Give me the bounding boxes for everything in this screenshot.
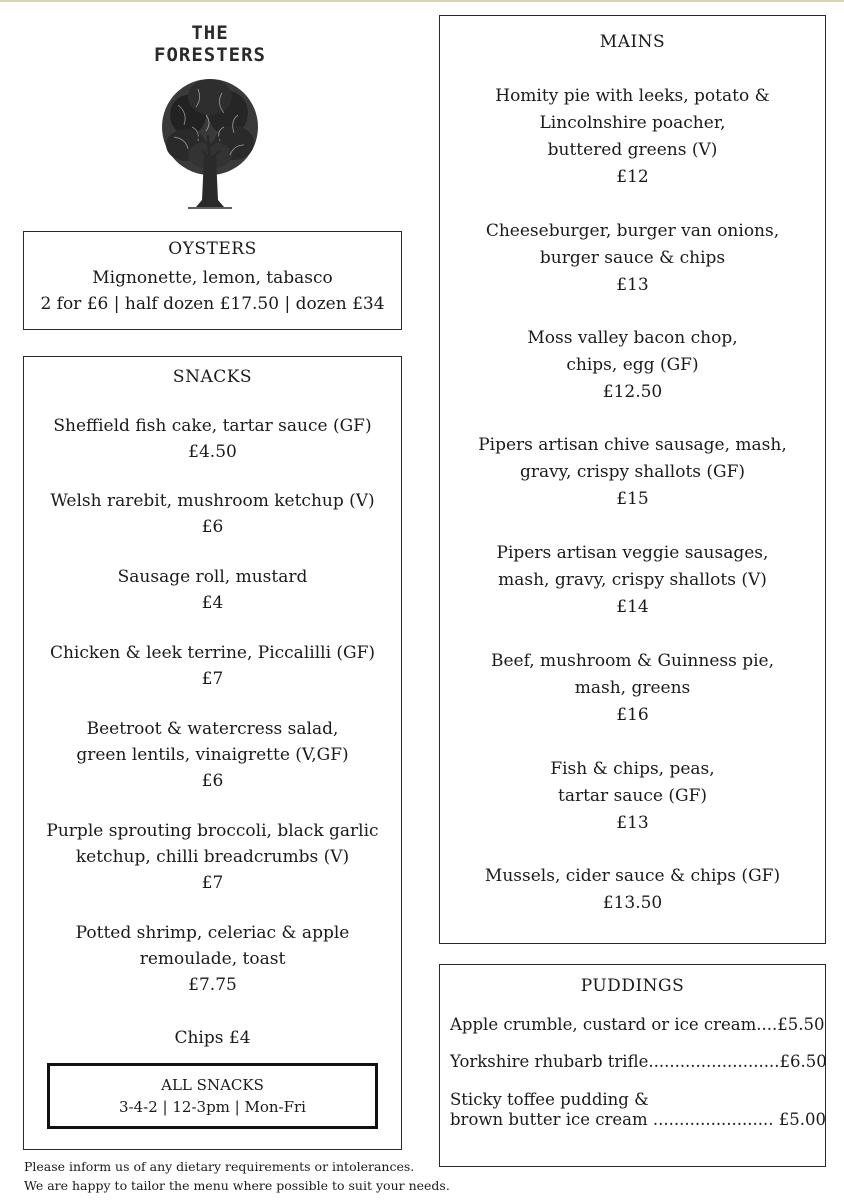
mains-item-price: £16 bbox=[616, 705, 649, 725]
snacks-item bbox=[24, 818, 401, 896]
mains-item bbox=[440, 218, 825, 299]
mains-item-price: £15 bbox=[616, 489, 649, 509]
mains-item-name: burger sauce & chips bbox=[539, 248, 726, 268]
oysters-section bbox=[23, 231, 402, 330]
brand-logo-text bbox=[130, 22, 290, 66]
mains-item-name: buttered greens (V) bbox=[547, 140, 718, 160]
pudding-apple-crumble: Apple crumble, custard or ice cream....£5.50 bbox=[450, 1015, 825, 1034]
mains-item-name: Cheeseburger, burger van onions, bbox=[485, 221, 780, 241]
mains-item bbox=[440, 432, 825, 513]
chips-item: Chips £4 bbox=[174, 1028, 251, 1048]
snacks-section bbox=[23, 356, 402, 1150]
puddings-section bbox=[439, 964, 826, 1167]
mains-item-name: Pipers artisan veggie sausages, bbox=[496, 543, 769, 563]
snacks-item bbox=[24, 920, 401, 998]
oysters-title: OYSTERS bbox=[168, 239, 257, 259]
snacks-item bbox=[24, 564, 401, 616]
mains-item bbox=[440, 756, 825, 837]
snacks-item-name: remoulade, toast bbox=[139, 949, 286, 969]
mains-item-name: Fish & chips, peas, bbox=[550, 759, 715, 779]
mains-item-price: £13 bbox=[616, 275, 649, 295]
snacks-item-price: £7.75 bbox=[188, 975, 237, 995]
puddings-title: PUDDINGS bbox=[580, 976, 685, 996]
mains-item-name: gravy, crispy shallots (GF) bbox=[519, 462, 746, 482]
snacks-item-name: Sheffield fish cake, tartar sauce (GF) bbox=[53, 416, 372, 436]
mains-item-name: mash, gravy, crispy shallots (V) bbox=[498, 570, 767, 590]
mains-item-price: £12 bbox=[616, 167, 649, 187]
all-snacks-title: ALL SNACKS bbox=[161, 1076, 264, 1094]
snacks-item-name: Potted shrimp, celeriac & apple bbox=[75, 923, 350, 943]
top-border bbox=[0, 0, 844, 2]
snacks-item-price: £6 bbox=[201, 517, 224, 537]
snacks-item-price: £6 bbox=[201, 771, 224, 791]
mains-item-price: £14 bbox=[616, 597, 649, 617]
pudding-sticky-toffee-line1: Sticky toffee pudding & bbox=[450, 1090, 649, 1109]
oysters-prices: 2 for £6 | half dozen £17.50 | dozen £34 bbox=[40, 294, 385, 314]
mains-item-price: £13 bbox=[616, 813, 649, 833]
snacks-item bbox=[24, 716, 401, 794]
mains-section bbox=[439, 15, 826, 944]
snacks-item-price: £7 bbox=[201, 873, 224, 893]
mains-item-name: mash, greens bbox=[574, 678, 691, 698]
pudding-rhubarb-trifle: Yorkshire rhubarb trifle.........................£6.50 bbox=[450, 1052, 827, 1071]
tree-icon bbox=[158, 75, 262, 210]
mains-item-price: £12.50 bbox=[602, 382, 663, 402]
pudding-sticky-toffee-line2: brown butter ice cream ....................... £5.00 bbox=[450, 1110, 826, 1129]
snacks-item bbox=[24, 488, 401, 540]
snacks-item bbox=[24, 413, 401, 465]
mains-item bbox=[440, 648, 825, 729]
mains-item bbox=[440, 540, 825, 621]
snacks-item-name: Purple sprouting broccoli, black garlic bbox=[46, 821, 379, 841]
mains-item bbox=[440, 83, 825, 191]
snacks-item-name: green lentils, vinaigrette (V,GF) bbox=[76, 745, 349, 765]
snacks-item bbox=[24, 640, 401, 692]
snacks-item-price: £7 bbox=[201, 669, 224, 689]
snacks-item-price: £4.50 bbox=[188, 442, 237, 462]
brand-line-2: FORESTERS bbox=[154, 44, 266, 66]
mains-item bbox=[440, 325, 825, 406]
mains-item-name: Lincolnshire poacher, bbox=[539, 113, 726, 133]
all-snacks-detail: 3-4-2 | 12-3pm | Mon-Fri bbox=[119, 1098, 306, 1116]
mains-item-name: Moss valley bacon chop, bbox=[527, 328, 738, 348]
brand-line-1: THE bbox=[191, 22, 229, 44]
mains-item-name: Mussels, cider sauce & chips (GF) bbox=[484, 866, 781, 886]
snacks-title: SNACKS bbox=[172, 367, 253, 387]
snacks-item-name: Chicken & leek terrine, Piccalilli (GF) bbox=[49, 643, 376, 663]
all-snacks-box bbox=[47, 1063, 378, 1129]
dietary-notice-line-1: Please inform us of any dietary requirements or intolerances. bbox=[24, 1159, 415, 1174]
mains-item-name: Beef, mushroom & Guinness pie, bbox=[490, 651, 775, 671]
mains-item-name: Homity pie with leeks, potato & bbox=[495, 86, 770, 106]
mains-title: MAINS bbox=[599, 32, 666, 52]
dietary-notice bbox=[24, 1157, 450, 1195]
snacks-item-name: Beetroot & watercress salad, bbox=[86, 719, 339, 739]
oysters-description: Mignonette, lemon, tabasco bbox=[92, 268, 333, 288]
mains-item-name: Pipers artisan chive sausage, mash, bbox=[478, 435, 787, 455]
snacks-item-name: Welsh rarebit, mushroom ketchup (V) bbox=[50, 491, 375, 511]
dietary-notice-line-2: We are happy to tailor the menu where possible to suit your needs. bbox=[24, 1178, 450, 1193]
mains-item-name: tartar sauce (GF) bbox=[557, 786, 708, 806]
snacks-item-name: ketchup, chilli breadcrumbs (V) bbox=[75, 847, 350, 867]
mains-item-price: £13.50 bbox=[602, 893, 663, 913]
mains-item-name: chips, egg (GF) bbox=[566, 355, 699, 375]
snacks-item-price: £4 bbox=[201, 593, 224, 613]
mains-item bbox=[440, 863, 825, 917]
snacks-item-name: Sausage roll, mustard bbox=[117, 567, 308, 587]
